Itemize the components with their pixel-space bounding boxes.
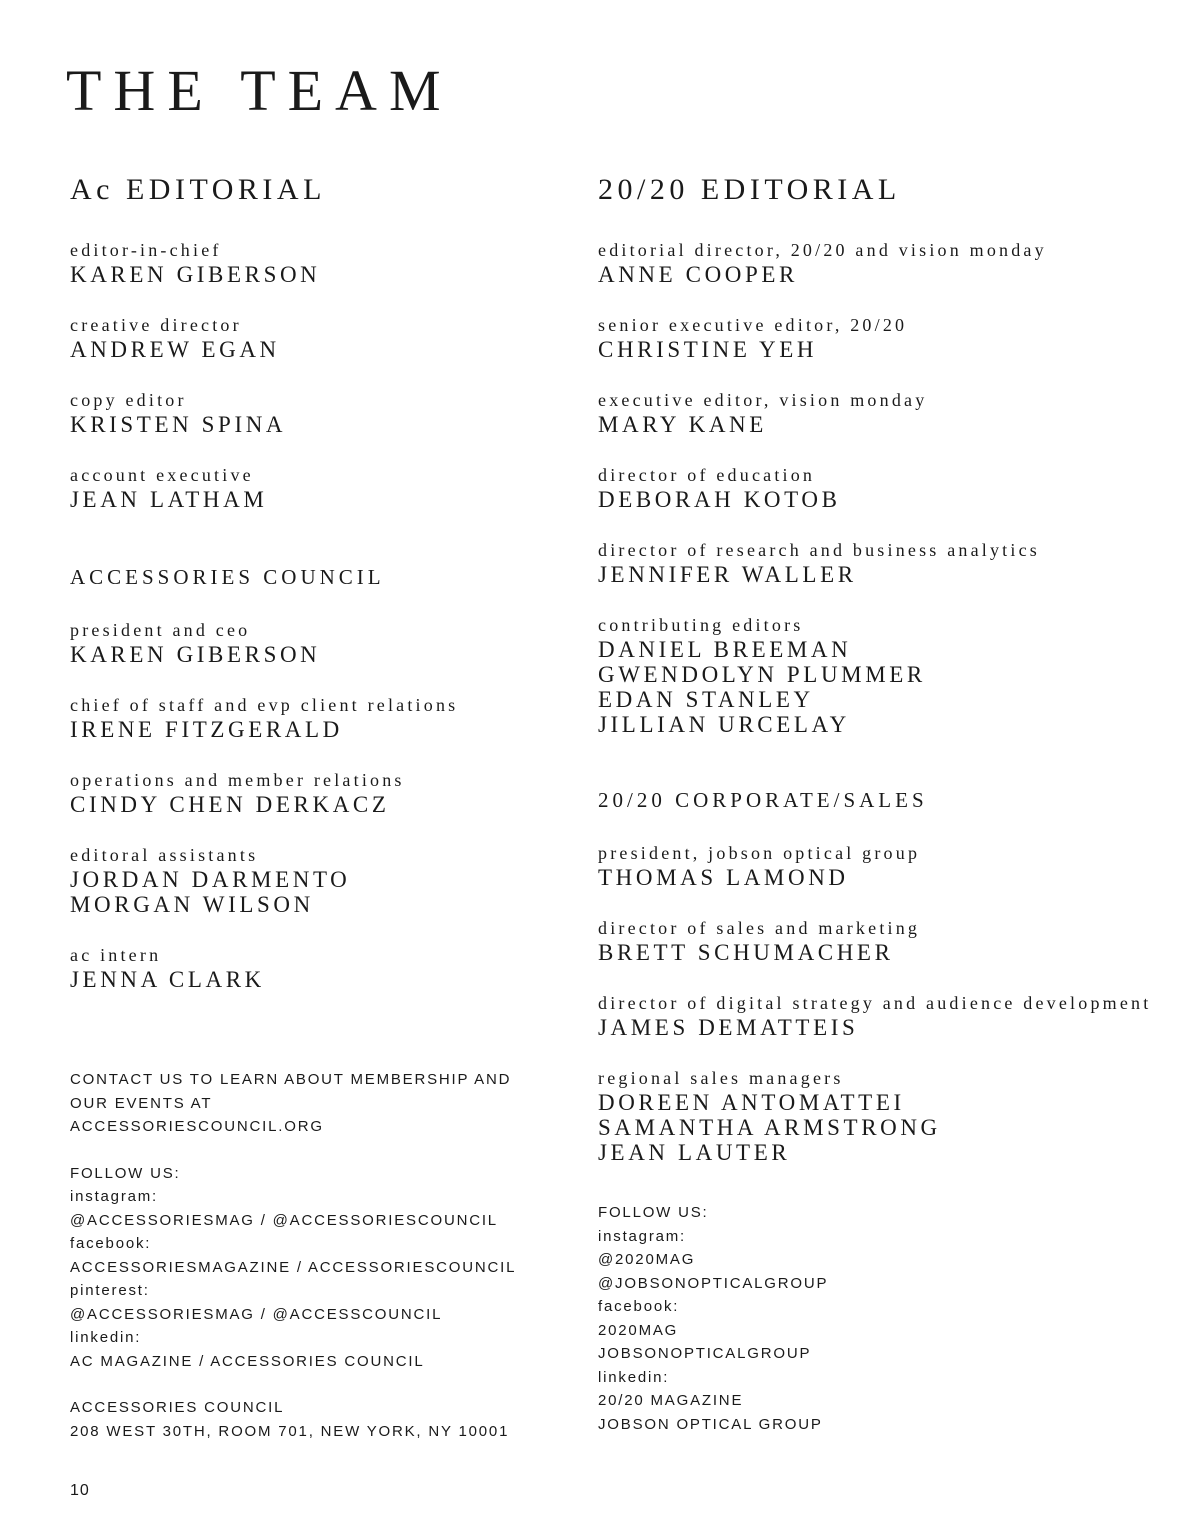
follow-line: JOBSONOPTICALGROUP: [598, 1345, 812, 1362]
contact-line: CONTACT US TO LEARN ABOUT MEMBERSHIP AND: [70, 1071, 512, 1088]
role-block: [70, 463, 570, 512]
follow-line: instagram:: [70, 1188, 159, 1205]
contact-info: [70, 1068, 570, 1139]
role-title: account executive: [70, 465, 254, 485]
follow-line: pinterest:: [70, 1282, 150, 1299]
person-name: BRETT SCHUMACHER: [598, 940, 894, 965]
follow-line: FOLLOW US:: [70, 1164, 181, 1182]
role-block: [70, 693, 570, 742]
role-block: [598, 388, 1158, 437]
person-name: JENNA CLARK: [70, 967, 265, 992]
role-block: [70, 768, 570, 817]
follow-line: @ACCESSORIESMAG / @ACCESSORIESCOUNCIL: [70, 1211, 498, 1229]
role-block: [598, 841, 1158, 890]
role-block: [598, 313, 1158, 362]
role-block: [598, 463, 1158, 512]
role-block: [70, 843, 570, 917]
address-line: ACCESSORIES COUNCIL: [70, 1399, 285, 1416]
role-title: senior executive editor, 20/20: [598, 315, 908, 335]
page-number: 10: [70, 1482, 90, 1499]
role-title: editorial director, 20/20 and vision monday: [598, 240, 1047, 260]
address-line: 208 WEST 30TH, ROOM 701, NEW YORK, NY 10001: [70, 1422, 510, 1440]
role-block: [70, 618, 570, 667]
role-title: executive editor, vision monday: [598, 390, 928, 410]
role-title: director of research and business analytics: [598, 540, 1040, 560]
role-title: chief of staff and evp client relations: [70, 695, 459, 715]
role-block: [598, 538, 1158, 587]
role-block: [598, 238, 1158, 287]
section-heading-2020-editorial: 20/20 EDITORIAL: [598, 173, 901, 206]
page-title: THE TEAM: [66, 58, 453, 123]
person-name: CHRISTINE YEH: [598, 337, 818, 362]
follow-line: JOBSON OPTICAL GROUP: [598, 1415, 823, 1433]
follow-line: linkedin:: [598, 1368, 670, 1386]
role-block: [598, 613, 1158, 737]
role-title: creative director: [70, 315, 242, 335]
person-name: DEBORAH KOTOB: [598, 487, 841, 512]
person-name: JEAN LAUTER: [598, 1140, 791, 1165]
person-name: IRENE FITZGERALD: [70, 717, 343, 742]
contact-line: OUR EVENTS AT: [70, 1094, 213, 1112]
address: [70, 1396, 570, 1443]
person-name: JENNIFER WALLER: [598, 562, 857, 587]
section-heading-ac-editorial: Ac EDITORIAL: [70, 173, 326, 206]
role-title: director of education: [598, 465, 816, 485]
role-block: [598, 1066, 1158, 1165]
follow-line: facebook:: [598, 1298, 680, 1315]
follow-line: @2020MAG: [598, 1251, 696, 1268]
role-title: contributing editors: [598, 615, 804, 635]
ac-follow-us: [70, 1162, 570, 1374]
accessories-council-roles: [70, 618, 570, 992]
person-name: DANIEL BREEMAN: [598, 637, 852, 662]
contact-line: ACCESSORIESCOUNCIL.ORG: [70, 1118, 324, 1135]
person-name: JAMES DEMATTEIS: [598, 1015, 859, 1040]
role-title: operations and member relations: [70, 770, 405, 790]
person-name: MORGAN WILSON: [70, 892, 314, 917]
follow-line: @ACCESSORIESMAG / @ACCESSCOUNCIL: [70, 1305, 443, 1323]
role-title: president and ceo: [70, 620, 251, 640]
follow-line: @JOBSONOPTICALGROUP: [598, 1274, 829, 1292]
2020-follow-us: [598, 1201, 1158, 1436]
role-title: director of digital strategy and audience development: [598, 993, 1152, 1013]
role-block: [70, 943, 570, 992]
role-block: [598, 916, 1158, 965]
person-name: DOREEN ANTOMATTEI: [598, 1090, 905, 1115]
ac-editorial-roles: [70, 238, 570, 512]
person-name: EDAN STANLEY: [598, 687, 814, 712]
person-name: ANDREW EGAN: [70, 337, 280, 362]
follow-line: 20/20 MAGAZINE: [598, 1392, 744, 1409]
person-name: KAREN GIBERSON: [70, 262, 321, 287]
left-column: [70, 172, 570, 1443]
role-title: president, jobson optical group: [598, 843, 921, 863]
person-name: JEAN LATHAM: [70, 487, 268, 512]
follow-line: AC MAGAZINE / ACCESSORIES COUNCIL: [70, 1352, 425, 1370]
role-title: director of sales and marketing: [598, 918, 921, 938]
2020-corporate-sales-roles: [598, 841, 1158, 1165]
follow-line: 2020MAG: [598, 1321, 679, 1339]
person-name: MARY KANE: [598, 412, 767, 437]
role-title: regional sales managers: [598, 1068, 844, 1088]
role-block: [70, 388, 570, 437]
right-column: [598, 172, 1158, 1436]
section-heading-2020-corporate-sales: 20/20 CORPORATE/SALES: [598, 788, 928, 812]
role-title: editor-in-chief: [70, 240, 222, 260]
follow-line: linkedin:: [70, 1329, 142, 1346]
follow-line: facebook:: [70, 1235, 152, 1252]
section-heading-accessories-council: ACCESSORIES COUNCIL: [70, 565, 385, 589]
person-name: JORDAN DARMENTO: [70, 867, 351, 892]
role-block: [598, 991, 1158, 1040]
role-title: copy editor: [70, 390, 187, 410]
person-name: CINDY CHEN DERKACZ: [70, 792, 390, 817]
follow-line: instagram:: [598, 1227, 687, 1245]
person-name: KRISTEN SPINA: [70, 412, 287, 437]
role-block: [70, 313, 570, 362]
2020-editorial-roles: [598, 238, 1158, 737]
person-name: THOMAS LAMOND: [598, 865, 849, 890]
person-name: KAREN GIBERSON: [70, 642, 321, 667]
role-title: editoral assistants: [70, 845, 259, 865]
person-name: SAMANTHA ARMSTRONG: [598, 1115, 941, 1140]
role-title: ac intern: [70, 945, 162, 965]
person-name: ANNE COOPER: [598, 262, 798, 287]
person-name: GWENDOLYN PLUMMER: [598, 662, 926, 687]
follow-line: FOLLOW US:: [598, 1204, 709, 1221]
follow-line: ACCESSORIESMAGAZINE / ACCESSORIESCOUNCIL: [70, 1258, 517, 1276]
role-block: [70, 238, 570, 287]
person-name: JILLIAN URCELAY: [598, 712, 850, 737]
